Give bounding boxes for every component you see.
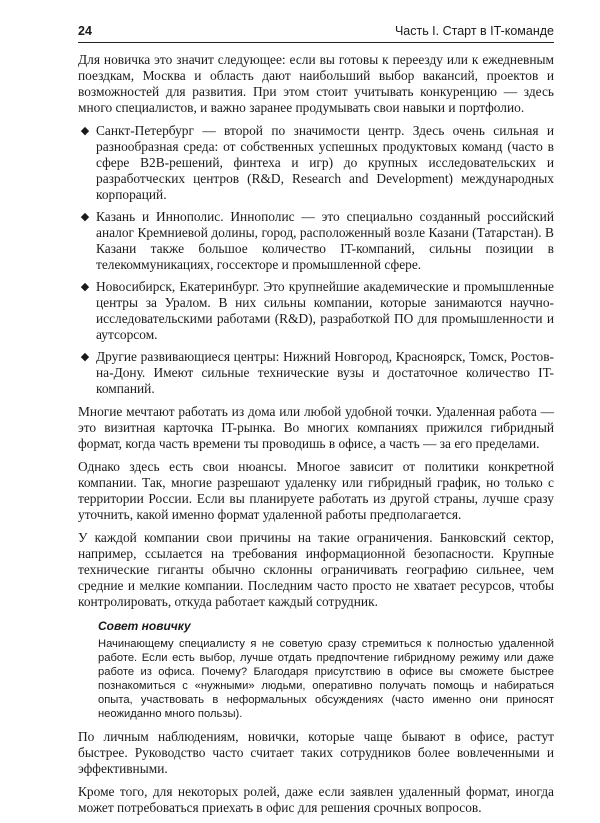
list-item-text: Казань и Иннополис. Иннополис — это специально созданный российский аналог Кремниевой долины, город, расположенный возле Казани (Татарстан). В Казани также большое количество IT-компаний, сильны позиции в телекоммуникациях, госсекторе и промышленной сфере. — [96, 209, 554, 272]
body-paragraph: Многие мечтают работать из дома или любой удобной точки. Удаленная работа — это визитная карточка IT-рынка. Во многих компаниях прижился гибридный формат, когда часть времени ты проводишь в офисе, а часть — за его пределами. — [78, 404, 554, 451]
page-body — [78, 52, 554, 823]
list-item — [78, 123, 554, 203]
running-title: Часть I. Старт в IT-команде — [394, 24, 554, 38]
diamond-bullet-icon: ◆ — [80, 350, 90, 363]
list-item — [78, 279, 554, 343]
tip-box — [98, 618, 554, 721]
page-header — [78, 22, 554, 43]
list-item — [78, 209, 554, 273]
closing-paragraph: По личным наблюдениям, новички, которые чаще бывают в офисе, растут быстрее. Руководство часто считает таких сотрудников более вовлеченными и эффективными. — [78, 729, 554, 776]
list-item-text: Другие развивающиеся центры: Нижний Новгород, Красноярск, Томск, Ростов-на-Дону. Имеют сильные технические вузы и достаточное количество IT-компаний. — [96, 349, 554, 396]
list-item-text: Новосибирск, Екатеринбург. Это крупнейшие академические и промышленные центры за Уралом. В них сильны компании, которые занимаются научно-исследовательскими работами (R&D), разработкой ПО для промышленности и аутсорсом. — [96, 279, 554, 342]
body-paragraph: Однако здесь есть свои нюансы. Многое зависит от политики конкретной компании. Так, многие разрешают удаленку или гибридный график, но только с территории России. Если вы планируете работать из другой страны, лучше сразу уточнить, какой именно формат удаленной работы предполагается. — [78, 459, 554, 522]
list-item-text: Санкт-Петербург — второй по значимости центр. Здесь очень сильная и разнообразная среда: от собственных успешных продуктовых команд (часто в сфере B2B-решений, финтеха и игр) до крупных исследовательских и разработческих центров (R&D, Research and Development) международных корпораций. — [96, 123, 554, 202]
tip-text: Начинающему специалисту я не советую сразу стремиться к полностью удаленной работе. Если есть выбор, лучше отдать предпочтение гибридному режиму или даже работе из офиса. Почему? Благодаря присутствию в офисе вы сможете быстрее познакомиться с «нужными» людьми, оперативно получать помощь и набираться опыта, участвовать в неформальных обсуждениях (часто именно они приносят неожиданно много пользы). — [98, 638, 554, 720]
body-paragraph: У каждой компании свои причины на такие ограничения. Банковский сектор, например, ссылается на требования информационной безопасности. Крупные технические гиганты обычно склонны ограничивать географию сильнее, чем средние и мелкие компании. Последним часто просто не хватает ресурсов, чтобы контролировать, откуда работает каждый сотрудник. — [78, 530, 554, 609]
city-list — [78, 123, 554, 397]
tip-title: Совет новичку — [98, 619, 191, 633]
intro-paragraph: Для новичка это значит следующее: если вы готовы к переезду или к ежедневным поездкам, Москва и область дают наибольший выбор вакансий, проектов и возможностей для развития. При этом стоит учитывать конкуренцию — здесь много специалистов, и важно заранее продумывать свои навыки и портфолио. — [78, 52, 554, 115]
page-number: 24 — [78, 24, 92, 38]
diamond-bullet-icon: ◆ — [80, 124, 90, 137]
list-item — [78, 349, 554, 397]
diamond-bullet-icon: ◆ — [80, 210, 90, 223]
closing-paragraph: Кроме того, для некоторых ролей, даже если заявлен удаленный формат, иногда может потребоваться приехать в офис для решения срочных вопросов. — [78, 784, 554, 815]
diamond-bullet-icon: ◆ — [80, 280, 90, 293]
